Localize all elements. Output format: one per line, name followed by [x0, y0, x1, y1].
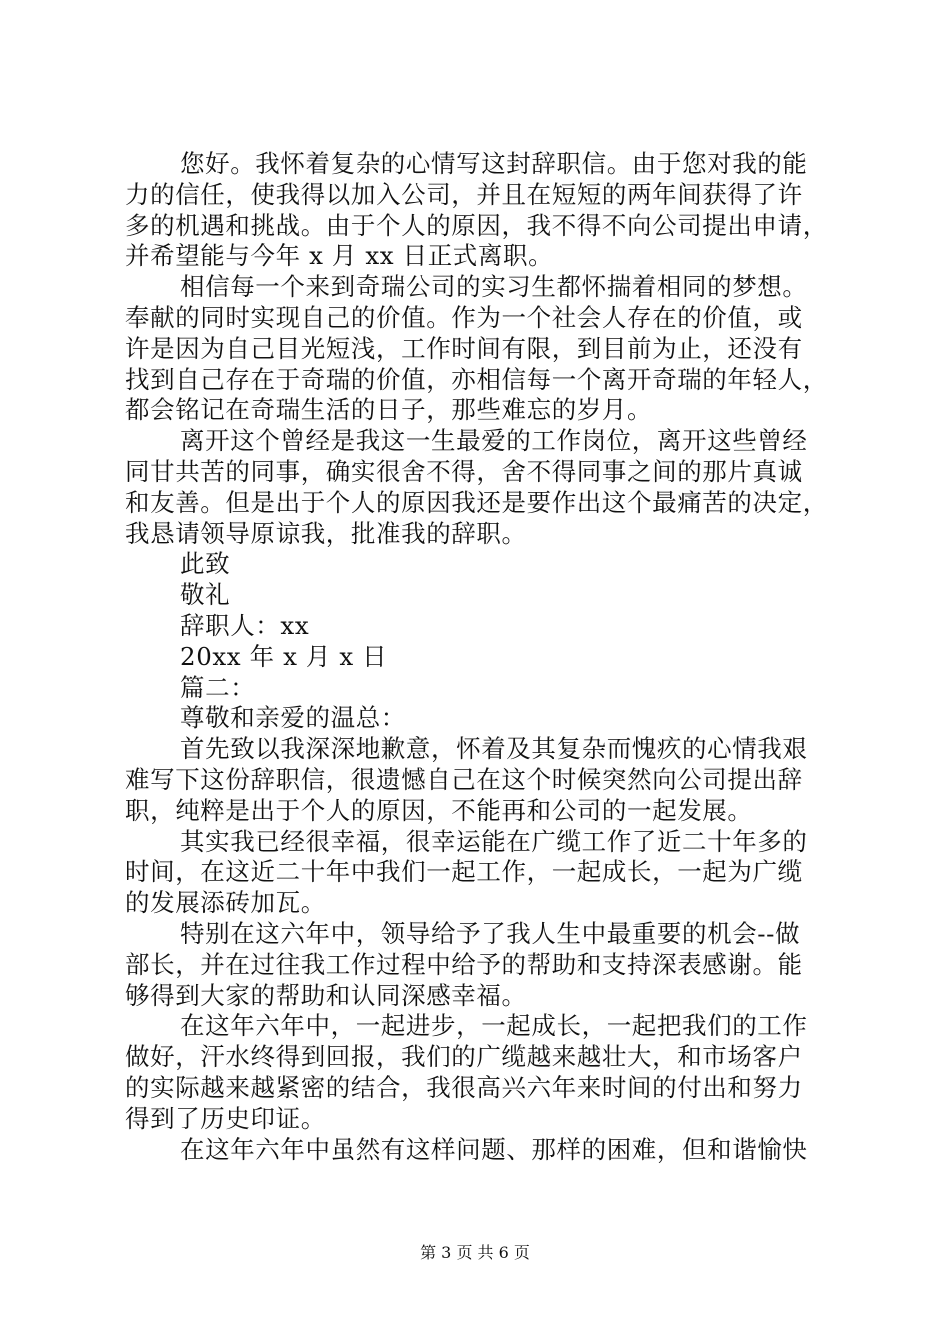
text-line: 此致 [180, 549, 231, 579]
text-line: 奉献的同时实现自己的价值。作为一个社会人存在的价值，或 [125, 302, 803, 332]
text-line: 找到自己存在于奇瑞的价值，亦相信每一个离开奇瑞的年轻人， [125, 364, 828, 394]
text-line: 您好。我怀着复杂的心情写这封辞职信。由于您对我的能 [180, 149, 808, 178]
text-line: 首先致以我深深地歉意，怀着及其复杂而愧疚的心情我艰 [180, 734, 808, 764]
text-line: 敬礼 [180, 580, 231, 610]
text-line: 同甘共苦的同事，确实很舍不得，舍不得同事之间的那片真诚 [125, 456, 803, 486]
text-line: 尊敬和亲爱的温总： [180, 703, 406, 733]
text-line: 许是因为自己目光短浅，工作时间有限，到目前为止，还没有 [125, 333, 803, 363]
text-line: 其实我已经很幸福，很幸运能在广缆工作了近二十年多的 [180, 826, 808, 856]
text-line: 职，纯粹是出于个人的原因，不能再和公司的一起发展。 [125, 795, 753, 825]
text-line: 在这年六年中虽然有这样问题、那样的困难，但和谐愉快 [180, 1134, 808, 1164]
page-footer [0, 1243, 950, 1263]
text-line: 得到了历史印证。 [125, 1103, 326, 1133]
text-line: 在这年六年中，一起进步，一起成长，一起把我们的工作 [180, 1011, 808, 1041]
page-number: 第 3 页 共 6 页 [420, 1243, 530, 1262]
text-line: 做好，汗水终得到回报，我们的广缆越来越壮大，和市场客户 [125, 1042, 803, 1072]
text-line: 都会铭记在奇瑞生活的日子，那些难忘的岁月。 [125, 395, 653, 425]
text-line: 难写下这份辞职信，很遗憾自己在这个时候突然向公司提出辞 [125, 764, 803, 794]
text-line: 我恳请领导原谅我，批准我的辞职。 [125, 518, 527, 548]
text-line: 多的机遇和挑战。由于个人的原因，我不得不向公司提出申请， [125, 210, 828, 240]
text-line: 的发展添砖加瓦。 [125, 888, 326, 918]
text-line: 并希望能与今年 x 月 xx 日正式离职。 [125, 241, 554, 271]
text-line: 特别在这六年中，领导给予了我人生中最重要的机会--做 [180, 918, 801, 948]
text-line: 部长，并在过往我工作过程中给予的帮助和支持深表感谢。能 [125, 949, 803, 979]
text-line: 相信每一个来到奇瑞公司的实习生都怀揣着相同的梦想。 [180, 272, 808, 302]
text-line: 篇二： [180, 672, 256, 702]
document-body [125, 149, 845, 1165]
text-line: 时间，在这近二十年中我们一起工作，一起成长，一起为广缆 [125, 857, 803, 887]
text-line: 力的信任，使我得以加入公司，并且在短短的两年间获得了许 [125, 179, 803, 209]
text-line: 20xx 年 x 月 x 日 [180, 641, 388, 671]
text-line: 的实际越来越紧密的结合，我很高兴六年来时间的付出和努力 [125, 1072, 803, 1102]
text-line: 和友善。但是出于个人的原因我还是要作出这个最痛苦的决定， [125, 487, 828, 517]
text-line: 离开这个曾经是我这一生最爱的工作岗位，离开这些曾经 [180, 426, 808, 456]
text-line: 辞职人：xx [180, 610, 310, 640]
text-line: 够得到大家的帮助和认同深感幸福。 [125, 980, 527, 1010]
